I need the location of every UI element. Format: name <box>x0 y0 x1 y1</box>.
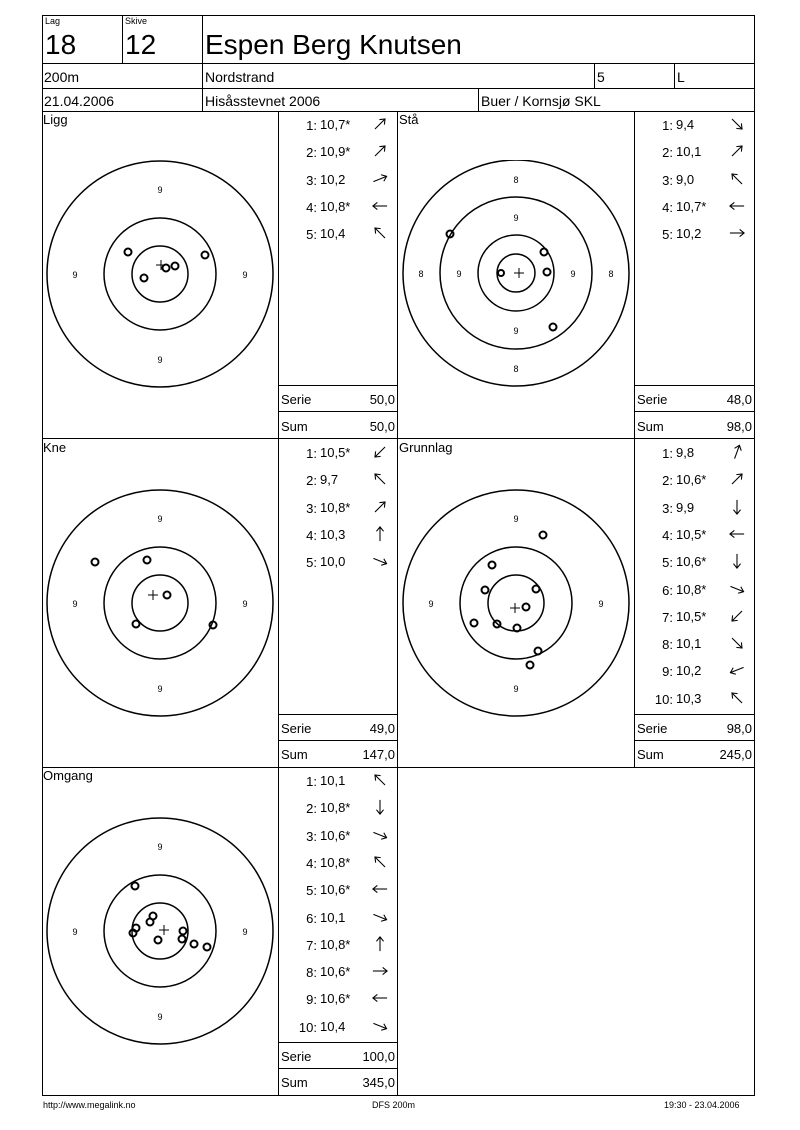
shot-value: 10,4 <box>320 1018 346 1034</box>
sum-value: 98,0 <box>726 419 752 434</box>
event-name: Hisåsstevnet 2006 <box>205 93 321 109</box>
panel-title-grunnlag: Grunnlag <box>399 440 453 455</box>
frame-right <box>754 15 755 1095</box>
direction-arrow-icon <box>726 553 748 569</box>
lag-label: Lag <box>45 16 61 26</box>
serie-value: 98,0 <box>726 721 752 736</box>
ring-label: 9 <box>513 326 519 336</box>
shot-value: 9,8 <box>676 445 695 460</box>
direction-arrow-icon <box>369 171 391 187</box>
shot-holes <box>125 249 209 282</box>
skive-value: 12 <box>125 29 157 60</box>
shot-number: 3: <box>662 172 673 188</box>
direction-arrow-icon <box>369 553 391 569</box>
grunnlag-serie-line <box>634 714 754 715</box>
frame-top <box>42 15 754 16</box>
serie-label: Serie <box>637 721 668 736</box>
shot-value: 10,0 <box>320 554 346 570</box>
shot-value: 10,3 <box>320 526 346 542</box>
shot-value: 10,6* <box>320 964 351 980</box>
shot-number: 1: <box>662 118 673 133</box>
shot-value: 9,7 <box>320 472 339 488</box>
shot-value: 10,6* <box>676 554 707 570</box>
shot-number: 3: <box>306 500 317 516</box>
date: 21.04.2006 <box>44 93 115 109</box>
shot-number: 6: <box>662 582 673 598</box>
direction-arrow-icon <box>369 909 391 925</box>
col-divider-omgang <box>397 767 398 1095</box>
direction-arrow-icon <box>726 225 748 241</box>
shot-value: 10,6* <box>320 827 351 843</box>
shot-value: 10,8* <box>320 499 351 515</box>
target-ligg <box>42 160 278 390</box>
shot-value: 10,6* <box>676 472 707 488</box>
panel-title-sta: Stå <box>399 112 419 127</box>
direction-arrow-icon <box>369 827 391 843</box>
shot-number: 3: <box>306 172 317 188</box>
shot-number: 8: <box>662 637 673 653</box>
direction-arrow-icon <box>726 499 748 515</box>
shot-value: 10,1 <box>320 773 346 788</box>
shot-holes <box>92 557 217 629</box>
shot-number: 4: <box>662 199 673 215</box>
ring-label: 9 <box>157 684 163 694</box>
serie-label: Serie <box>637 392 668 407</box>
ring-label: 9 <box>456 269 462 279</box>
shot-number: 3: <box>306 828 317 844</box>
serie-value: 50,0 <box>369 392 395 407</box>
direction-arrow-icon <box>369 963 391 979</box>
direction-arrow-icon <box>726 116 748 132</box>
ring-label: 9 <box>242 270 248 280</box>
ring-label: 9 <box>72 270 78 280</box>
sum-label: Sum <box>637 419 664 434</box>
direction-arrow-icon <box>369 143 391 159</box>
sta-sum-line <box>634 411 754 412</box>
ligg-sum-line <box>278 411 397 412</box>
omgang-sum-line <box>278 1068 397 1069</box>
shot-number: 7: <box>662 609 673 625</box>
shot-number: 9: <box>306 992 317 1008</box>
direction-arrow-icon <box>369 772 391 788</box>
shooter-name: Espen Berg Knutsen <box>205 29 462 60</box>
shot-number: 10: <box>654 691 673 707</box>
shot-value: 9,9 <box>676 499 695 515</box>
direction-arrow-icon <box>726 662 748 678</box>
direction-arrow-icon <box>726 444 748 460</box>
serie-value: 48,0 <box>726 392 752 407</box>
panel-title-ligg: Ligg <box>43 112 68 127</box>
ring-label: 9 <box>157 1012 163 1022</box>
class-number: 5 <box>597 69 605 85</box>
row-divider-2 <box>42 767 754 768</box>
distance: 200m <box>44 69 80 85</box>
panel-title-kne: Kne <box>43 440 67 455</box>
header-vline-letter <box>674 63 675 88</box>
sum-label: Sum <box>281 1075 308 1090</box>
ring-label: 9 <box>157 185 163 195</box>
header-vline-skive <box>202 15 203 111</box>
direction-arrow-icon <box>726 608 748 624</box>
omgang-serie-line <box>278 1042 397 1043</box>
club: Nordstrand <box>205 69 275 85</box>
shot-value: 10,8* <box>320 198 351 214</box>
shot-holes <box>447 231 557 331</box>
shot-number: 5: <box>662 555 673 571</box>
direction-arrow-icon <box>726 690 748 706</box>
ring-label: 9 <box>72 927 78 937</box>
shot-number: 9: <box>662 664 673 680</box>
sum-label: Sum <box>637 747 664 762</box>
shot-value: 10,2 <box>676 663 702 679</box>
shot-number: 2: <box>662 145 673 161</box>
shot-number: 4: <box>662 527 673 543</box>
ring-label: 8 <box>418 269 424 279</box>
sum-label: Sum <box>281 747 308 762</box>
col-divider-right-list <box>634 111 635 767</box>
shot-value: 10,2 <box>320 171 346 187</box>
direction-arrow-icon <box>726 526 748 542</box>
target-kne <box>42 488 278 718</box>
shot-number: 1: <box>306 774 317 789</box>
direction-arrow-icon <box>726 471 748 487</box>
grunnlag-sum-line <box>634 740 754 741</box>
ring-label: 9 <box>598 599 604 609</box>
shot-value: 10,8* <box>676 581 707 597</box>
shot-value: 10,5* <box>676 608 707 624</box>
sum-label: Sum <box>281 419 308 434</box>
shot-value: 10,8* <box>320 936 351 952</box>
shot-value: 9,0 <box>676 171 695 187</box>
footer-system: DFS 200m <box>372 1100 416 1110</box>
direction-arrow-icon <box>369 1018 391 1034</box>
serie-label: Serie <box>281 1049 312 1064</box>
direction-arrow-icon <box>369 799 391 815</box>
skive-label: Skive <box>125 16 148 26</box>
serie-label: Serie <box>281 392 312 407</box>
direction-arrow-icon <box>726 171 748 187</box>
shot-number: 1: <box>306 446 317 461</box>
shot-value: 10,7* <box>676 198 707 214</box>
shot-number: 6: <box>306 910 317 926</box>
direction-arrow-icon <box>369 936 391 952</box>
footer-timestamp: 19:30 - 23.04.2006 <box>664 1100 740 1110</box>
shot-value: 10,1 <box>676 144 702 160</box>
direction-arrow-icon <box>369 499 391 515</box>
shot-value: 9,4 <box>676 117 695 132</box>
row-divider-1 <box>42 438 754 439</box>
ring-label: 9 <box>157 355 163 365</box>
shot-value: 10,6* <box>320 991 351 1007</box>
shot-value: 10,6* <box>320 882 351 898</box>
direction-arrow-icon <box>369 854 391 870</box>
footer-url[interactable]: http://www.megalink.no <box>43 1100 136 1110</box>
header-divider-2 <box>42 88 754 89</box>
shot-number: 1: <box>662 446 673 461</box>
shot-value: 10,5* <box>676 526 707 542</box>
direction-arrow-icon <box>369 116 391 132</box>
center-cross <box>510 603 520 613</box>
shot-value: 10,3 <box>676 690 702 706</box>
direction-arrow-icon <box>369 471 391 487</box>
direction-arrow-icon <box>369 444 391 460</box>
shot-number: 4: <box>306 527 317 543</box>
header-vline-lag <box>122 15 123 63</box>
shot-number: 2: <box>306 801 317 817</box>
shot-value: 10,7* <box>320 117 351 132</box>
shot-value: 10,8* <box>320 854 351 870</box>
shot-value: 10,4 <box>320 226 346 242</box>
direction-arrow-icon <box>726 581 748 597</box>
direction-arrow-icon <box>726 143 748 159</box>
panel-title-omgang: Omgang <box>43 768 93 783</box>
serie-value: 100,0 <box>362 1049 395 1064</box>
ring-label: 9 <box>570 269 576 279</box>
direction-arrow-icon <box>369 198 391 214</box>
shot-number: 4: <box>306 855 317 871</box>
shot-value: 10,1 <box>320 909 346 925</box>
frame-bottom <box>42 1095 755 1096</box>
ring-label: 9 <box>428 599 434 609</box>
header-vline-class <box>594 63 595 88</box>
kne-serie-line <box>278 714 397 715</box>
sum-value: 345,0 <box>362 1075 395 1090</box>
ligg-serie-line <box>278 385 397 386</box>
shot-value: 10,1 <box>676 636 702 652</box>
direction-arrow-icon <box>369 990 391 1006</box>
shot-number: 4: <box>306 199 317 215</box>
shot-holes <box>130 883 211 951</box>
shot-value: 10,8* <box>320 800 351 816</box>
sum-value: 245,0 <box>719 747 752 762</box>
target-grunnlag <box>398 488 634 718</box>
shot-value: 10,9* <box>320 144 351 160</box>
center-cross <box>159 925 169 935</box>
center-cross <box>148 590 158 600</box>
shot-number: 5: <box>306 555 317 571</box>
kne-sum-line <box>278 740 397 741</box>
ring-label: 8 <box>513 364 519 374</box>
ring-label: 8 <box>513 175 519 185</box>
shot-number: 2: <box>306 473 317 489</box>
shot-number: 3: <box>662 500 673 516</box>
venue: Buer / Kornsjø SKL <box>481 93 601 109</box>
shot-number: 10: <box>298 1019 317 1035</box>
serie-value: 49,0 <box>369 721 395 736</box>
sum-value: 147,0 <box>362 747 395 762</box>
ring-label: 9 <box>242 927 248 937</box>
ring-label: 9 <box>157 514 163 524</box>
ring-label: 8 <box>608 269 614 279</box>
ring-label: 9 <box>513 684 519 694</box>
class-letter: L <box>677 69 685 85</box>
shot-number: 5: <box>306 883 317 899</box>
ring-label: 9 <box>72 599 78 609</box>
col-divider-left-list <box>278 111 279 1095</box>
target-omgang <box>42 816 278 1046</box>
shot-number: 5: <box>662 227 673 243</box>
shot-number: 1: <box>306 118 317 133</box>
shot-number: 7: <box>306 937 317 953</box>
sta-serie-line <box>634 385 754 386</box>
shot-value: 10,5* <box>320 445 351 460</box>
shot-number: 2: <box>662 473 673 489</box>
shot-number: 8: <box>306 965 317 981</box>
header-vline-venue <box>478 88 479 111</box>
ring-label: 9 <box>513 213 519 223</box>
direction-arrow-icon <box>369 881 391 897</box>
shot-number: 2: <box>306 145 317 161</box>
ring-label: 9 <box>513 514 519 524</box>
direction-arrow-icon <box>369 526 391 542</box>
lag-value: 18 <box>45 29 77 60</box>
header-divider-3 <box>42 111 754 112</box>
target-sta <box>398 160 634 390</box>
shot-value: 10,2 <box>676 226 702 242</box>
shot-number: 5: <box>306 227 317 243</box>
direction-arrow-icon <box>726 635 748 651</box>
ring-label: 9 <box>242 599 248 609</box>
direction-arrow-icon <box>726 198 748 214</box>
ring-label: 9 <box>157 842 163 852</box>
serie-label: Serie <box>281 721 312 736</box>
direction-arrow-icon <box>369 225 391 241</box>
header-divider-1 <box>42 63 754 64</box>
sum-value: 50,0 <box>369 419 395 434</box>
center-cross <box>514 268 524 278</box>
